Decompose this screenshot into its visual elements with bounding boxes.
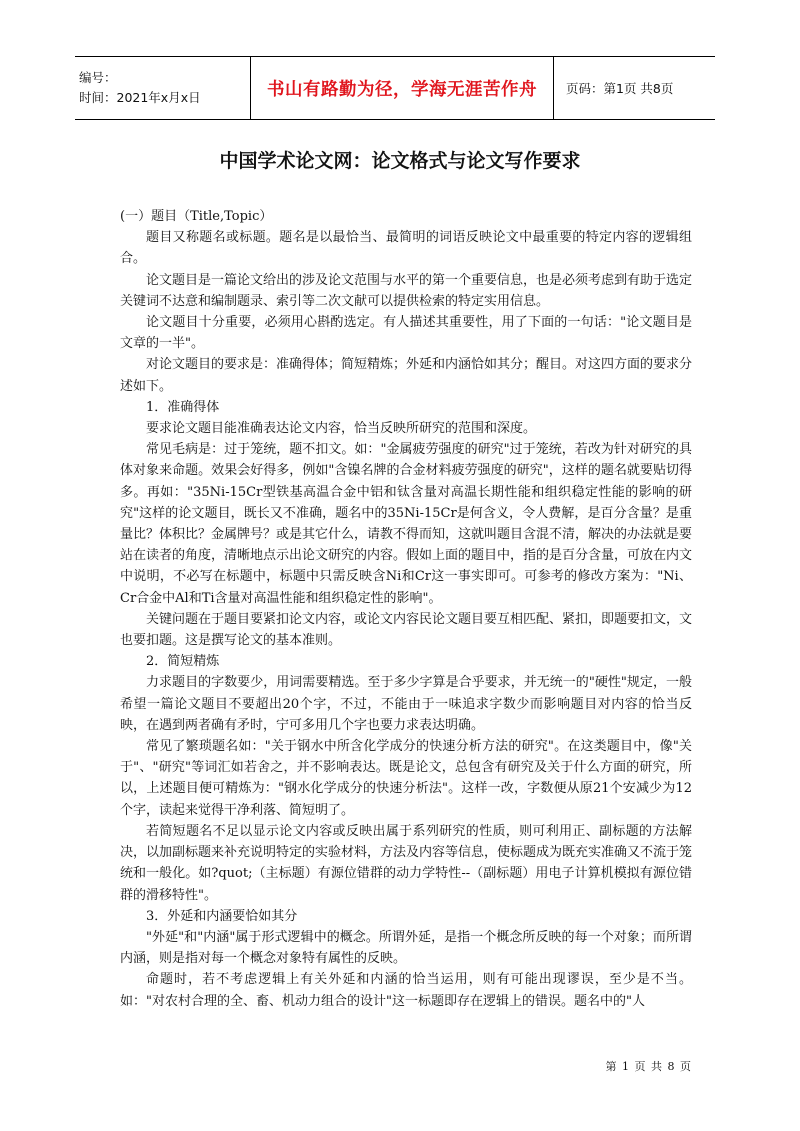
subheading: 3．外延和内涵要恰如其分 — [146, 908, 298, 924]
page-header — [75, 56, 715, 120]
header-number: 编号： — [79, 70, 117, 85]
page-footer: 第 1 页 共 8 页 — [605, 1060, 692, 1073]
section-heading: (一）题目（Title,Topic） — [120, 209, 273, 224]
header-page-info — [554, 57, 715, 119]
paragraph: 常见毛病是：过于笼统，题不扣文。如："金属疲劳强度的研究"过于笼统，若改为针对研究的具体对象来命题。效果会好得多，例如"含镍名牌的合金材料疲劳强度的研究"，这样的题名就要贴切得多。再如："35Ni-15Cr型铁基高温合金中铝和钛含量对高温长期性能和组织稳定性能的影响的研究"这样的论文题目，既长又不准确，题名中的35Ni-15Cr是何含义，令人费解，是百分含量？是重量比？体积比？金属牌号？或是其它什么，请教不得而知，这就叫题目含混不清，解决的办法就是要站在读者的角度，清晰地点示出论文研究的内容。假如上面的题目中，指的是百分含量，可放在内文中说明，不必写在标题中，标题中只需反映含Ni和Cr这一事实即可。可参考的修改方案为："Ni、Cr合金中Al和Ti含量对高温性能和组织稳定性的影响"。 — [120, 442, 693, 606]
motto-text: 书山有路勤为径，学海无涯苦作舟 — [267, 79, 537, 100]
header-meta — [75, 57, 251, 119]
document-body — [120, 206, 692, 1012]
paragraph: "外延"和"内涵"属于形式逻辑中的概念。所谓外延，是指一个概念所反映的每一个对象；而所谓内涵，则是指对每一个概念对象特有属性的反映。 — [120, 929, 692, 967]
document-title: 中国学术论文网：论文格式与论文写作要求 — [219, 150, 581, 172]
subheading: 2．简短精炼 — [146, 654, 220, 670]
page-info-text: 页码：第1页 共8页 — [566, 81, 674, 96]
paragraph: 论文题目十分重要，必须用心斟酌选定。有人描述其重要性，用了下面的一句话："论文题目是文章的一半"。 — [120, 315, 692, 352]
paragraph: 关键问题在于题目要紧扣论文内容，或论文内容民论文题目要互相匹配、紧扣，即题要扣文，文也要扣题。这是撰写论文的基本准则。 — [120, 611, 693, 649]
paragraph: 要求论文题目能准确表达论文内容，恰当反映所研究的范围和深度。 — [146, 421, 537, 437]
paragraph: 常见了繁琐题名如："关于钢水中所含化学成分的快速分析方法的研究"。在这类题目中，像"关于"、"研究"等词汇如若舍之，并不影响表达。既是论文，总包含有研究及关于什么方面的研究，所以，上述题目便可精炼为："钢水化学成分的快速分析法"。这样一改，字数便从原21个安减少为12个字，读起来觉得干净利落、简短明了。 — [120, 739, 692, 818]
header-motto — [251, 57, 554, 119]
paragraph: 题目又称题名或标题。题名是以最恰当、最简明的词语反映论文中最重要的特定内容的逻辑组合。 — [120, 230, 692, 267]
paragraph: 力求题目的字数要少，用词需要精选。至于多少字算是合乎要求，并无统一的"硬性"规定，一般希望一篇论文题目不要超出20个字，不过，不能由于一味追求字数少而影响题目对内容的恰当反映，在遇到两者确有矛时，宁可多用几个字也要力求表达明确。 — [120, 675, 692, 733]
header-time: 时间：2021年x月x日 — [79, 90, 201, 105]
subheading: 1．准确得体 — [146, 399, 220, 415]
paragraph: 若简短题名不足以显示论文内容或反映出属于系列研究的性质，则可利用正、副标题的方法解决，以加副标题来补充说明特定的实验材料，方法及内容等信息，使标题成为既充实准确又不流于笼统和一般化。如?quot;（主标题）有源位错群的动力学特性--（副标题）用电子计算机模拟有源位错群的滑移特性"。 — [120, 823, 693, 903]
paragraph: 对论文题目的要求是：准确得体；简短精炼；外延和内涵恰如其分；醒目。对这四方面的要求分述如下。 — [120, 357, 693, 394]
paragraph: 命题时，若不考虑逻辑上有关外延和内涵的恰当运用，则有可能出现谬误，至少是不当。如："对农村合理的全、畜、机动力组合的设计"这一标题即存在逻辑上的错误。题名中的"人 — [120, 972, 692, 1009]
paragraph: 论文题目是一篇论文给出的涉及论文范围与水平的第一个重要信息，也是必须考虑到有助于选定关键词不达意和编制题录、索引等二次文献可以提供检索的特定实用信息。 — [120, 272, 693, 309]
